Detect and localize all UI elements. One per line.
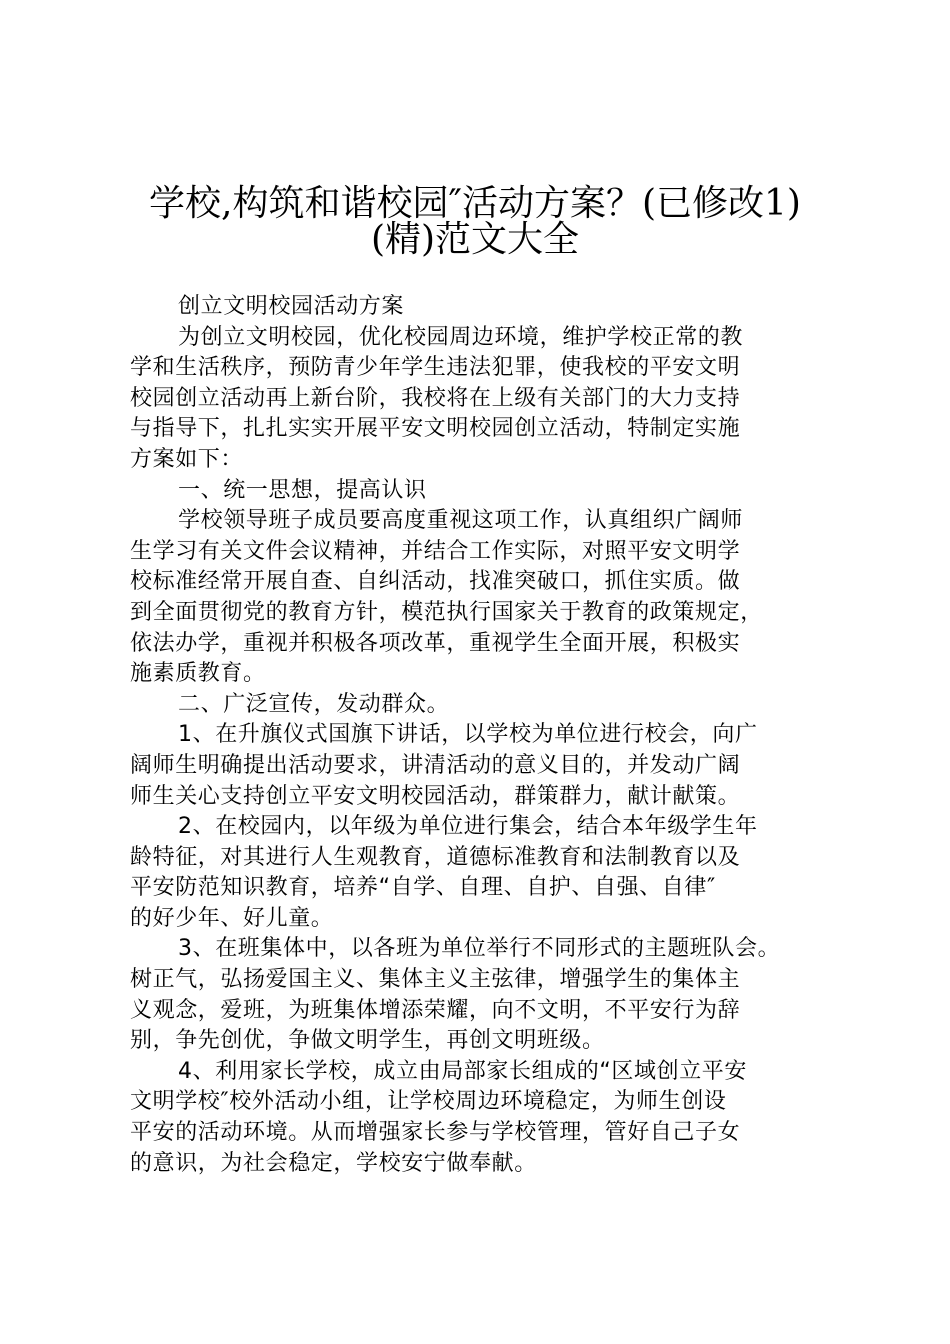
document-body [130,292,820,1179]
section-heading-1: 一、统一思想，提高认识 [178,477,427,503]
paragraph-section-1: 学校领导班子成员要高度重视这项工作，认真组织广阔师 生学习有关文件会议精神，并结合工作实际，对照平安文明学 校标准经常开展自查、自纠活动，找准突破口，抓住实质。做 到全面贯彻党的教育方针，模范执行国家关于教育的政策规定， 依法办学，重视并积极各项改革，重视学生全面开展，积极实 施素质教育。 [130,508,763,687]
paragraph-item-1: 1、在升旗仪式国旗下讲话，以学校为单位进行校会，向广 阔师生明确提出活动要求，讲清活动的意义目的，并发动广阔 师生关心支持创立平安文明校园活动，群策群力，献计献策。 [130,722,758,809]
paragraph-intro: 为创立文明校园，优化校园周边环境，维护学校正常的教 学和生活秩序，预防青少年学生违法犯罪，使我校的平安文明 校园创立活动再上新台阶，我校将在上级有关部门的大力支持 与指导下，扎扎实实开展平安文明校园创立活动，特制定实施 方案如下： [130,324,744,472]
paragraph-heading: 创立文明校园活动方案 [178,294,405,319]
paragraph-item-4: 4、利用家长学校，成立由局部家长组成的“区域创立平安 文明学校″校外活动小组，让学校周边环境稳定，为师生创设 平安的活动环境。从而增强家长参与学校管理，管好自己子女 的意识，为社会稳定，学校安宁做奉献。 [130,1058,747,1176]
section-heading-2: 二、广泛宣传，发动群众。 [178,691,450,717]
paragraph-item-2: 2、在校园内，以年级为单位进行集会，结合本年级学生年 龄特征，对其进行人生观教育，道德标准教育和法制教育以及 平安防范知识教育，培养“自学、自理、自护、自强、自律″ 的好少年、好儿童。 [130,814,758,931]
document-title-line-2: (精)范文大全 [370,219,580,260]
paragraph-item-3: 3、在班集体中，以各班为单位举行不同形式的主题班队会。 树正气，弘扬爱国主义、集体主义主弦律，增强学生的集体主 义观念，爱班，为班集体增添荣耀，向不文明，不平安行为辞 别，争先创优，争做文明学生，再创文明班级。 [130,936,781,1054]
document-title-line-1: 学校,构筑和谐校园″活动方案？(已修改1) [149,183,801,224]
